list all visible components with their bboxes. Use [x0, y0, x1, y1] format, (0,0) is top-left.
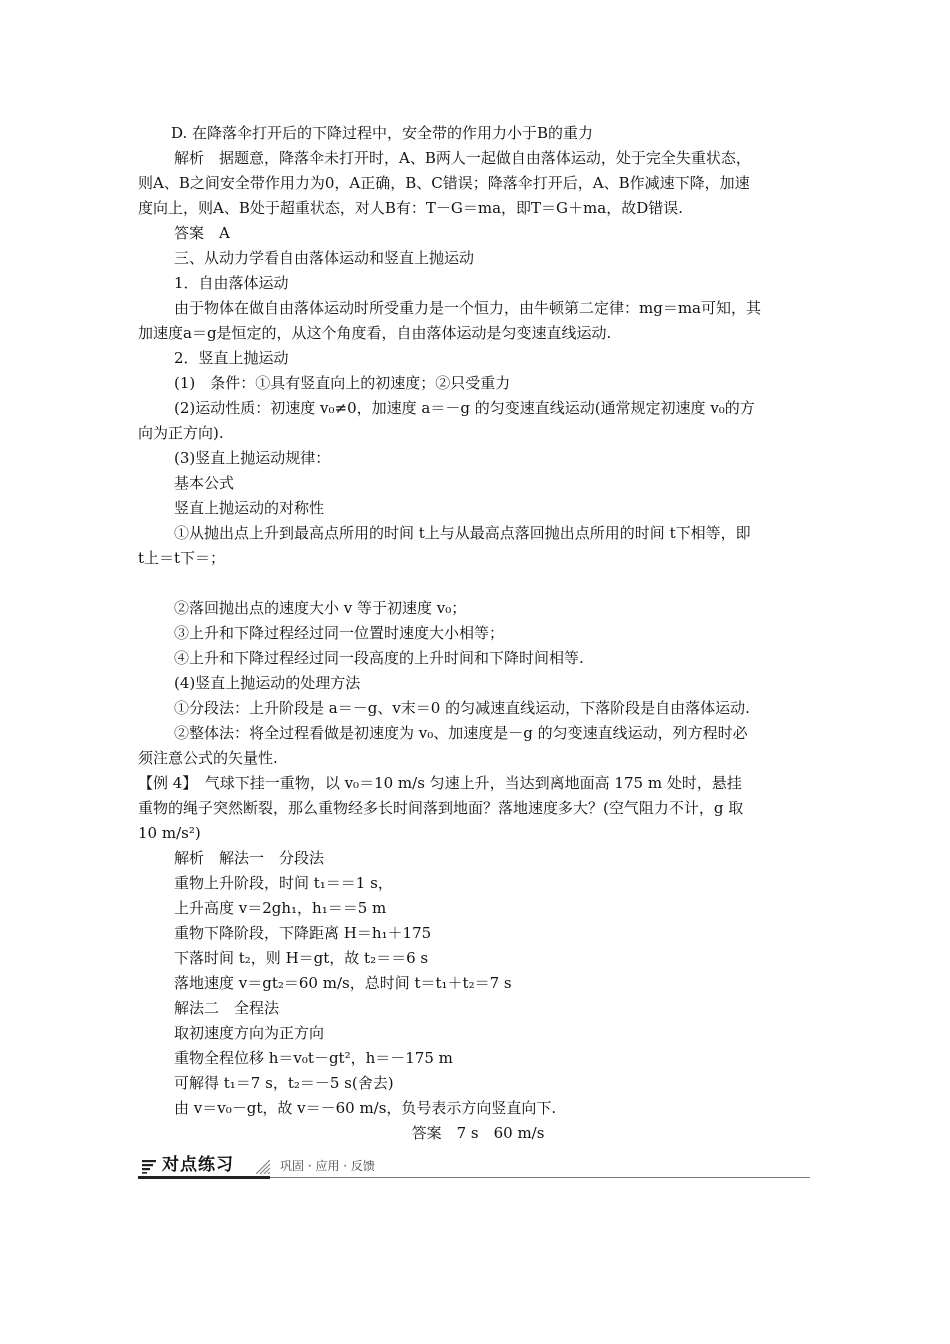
solution-heading: 解析 解法一 分段法	[174, 849, 325, 867]
symmetry-item-3: ③上升和下降过程经过同一位置时速度大小相等；	[174, 624, 505, 642]
example-4-line-2: 重物的绳子突然断裂，那么重物经多长时间落到地面？落地速度多大？(空气阻力不计，g 取	[138, 799, 744, 817]
analysis-line-3: 度向上，则A、B处于超重状态，对人B有：T－G＝ma，即T＝G＋ma，故D错误.	[138, 199, 683, 217]
solution-step-9: 由 v＝v₀－gt，故 v＝－60 m/s，负号表示方向竖直向下.	[174, 1099, 557, 1117]
option-d: D. 在降落伞打开后的下降过程中，安全带的作用力小于B的重力	[171, 124, 594, 142]
subheading-vertical-throw: 2．竖直上抛运动	[174, 349, 289, 367]
example-4-line-1: 【例 4】 气球下挂一重物，以 v₀＝10 m/s 匀速上升，当达到离地面高 175 m 处时，悬挂	[138, 774, 742, 792]
section-title: 对点练习	[162, 1155, 234, 1175]
method-whole-1: ②整体法：将全过程看做是初速度为 v₀、加速度是－g 的匀变速直线运动，列方程时必	[174, 724, 748, 742]
free-fall-text-2: 加速度a＝g是恒定的，从这个角度看，自由落体运动是匀变速直线运动.	[138, 324, 612, 342]
symmetry-item-2: ②落回抛出点的速度大小 v 等于初速度 v₀；	[174, 599, 467, 617]
analysis-line-2: 则A、B之间安全带作用力为0，A正确，B、C错误；降落伞打开后，A、B作减速下降，加速	[138, 174, 750, 192]
section-subtitle: 巩固 · 应用 · 反馈	[280, 1159, 375, 1173]
solution-step-4: 下落时间 t₂，则 H＝gt，故 t₂＝＝6 s	[174, 949, 429, 967]
motion-nature-line-2: 向为正方向).	[138, 424, 224, 442]
free-fall-text-1: 由于物体在做自由落体运动时所受重力是一个恒力，由牛顿第二定律：mg＝ma可知，其	[174, 299, 761, 317]
header-underline-thick	[138, 1176, 270, 1179]
solution-step-5: 落地速度 v＝gt₂＝60 m/s，总时间 t＝t₁＋t₂＝7 s	[174, 974, 512, 992]
solution-step-1: 重物上升阶段，时间 t₁＝＝1 s，	[174, 874, 393, 892]
section-heading-3: 三、从动力学看自由落体运动和竖直上抛运动	[174, 249, 475, 267]
answer-line: 答案 A	[174, 224, 230, 242]
method-segment: ①分段法：上升阶段是 a＝－g、v末＝0 的匀减速直线运动，下落阶段是自由落体运动.	[174, 699, 750, 717]
motion-nature-line-1: (2)运动性质：初速度 v₀≠0，加速度 a＝－g 的匀变速直线运动(通常规定初速度 v₀的方	[174, 399, 755, 417]
section-stripes-icon	[141, 1158, 157, 1174]
solution-step-7: 重物全程位移 h＝v₀t－gt²，h＝－175 m	[174, 1049, 453, 1067]
final-answer: 答案 7 s 60 m/s	[411, 1124, 545, 1142]
header-underline-thin	[270, 1177, 810, 1178]
method-heading: (4)竖直上抛运动的处理方法	[174, 674, 361, 692]
symmetry-item-4: ④上升和下降过程经过同一段高度的上升时间和下降时间相等.	[174, 649, 584, 667]
blank-gap	[138, 571, 818, 596]
laws-heading: (3)竖直上抛运动规律：	[174, 449, 331, 467]
method-whole-2: 须注意公式的矢量性.	[138, 749, 278, 767]
solution-method-2: 解法二 全程法	[174, 999, 280, 1017]
document-body	[138, 121, 818, 1146]
practice-section-header	[138, 1152, 810, 1180]
basic-formula-label: 基本公式	[174, 474, 235, 492]
solution-step-2: 上升高度 v＝2gh₁，h₁＝＝5 m	[174, 899, 387, 917]
symmetry-label: 竖直上抛运动的对称性	[174, 499, 325, 517]
solution-step-6: 取初速度方向为正方向	[174, 1024, 325, 1042]
example-4-line-3: 10 m/s²)	[138, 824, 201, 842]
symmetry-item-1b: t上＝t下＝；	[138, 549, 226, 567]
diagonal-hatch-icon	[256, 1160, 270, 1174]
solution-step-3: 重物下降阶段，下降距离 H＝h₁＋175	[174, 924, 432, 942]
symmetry-item-1a: ①从抛出点上升到最高点所用的时间 t上与从最高点落回抛出点所用的时间 t下相等，即	[174, 524, 751, 542]
analysis-line-1: 解析 据题意，降落伞未打开时，A、B两人一起做自由落体运动，处于完全失重状态，	[174, 149, 751, 167]
condition-line: (1) 条件：①具有竖直向上的初速度；②只受重力	[174, 374, 511, 392]
solution-step-8: 可解得 t₁＝7 s，t₂＝－5 s(舍去)	[174, 1074, 394, 1092]
subheading-free-fall: 1．自由落体运动	[174, 274, 289, 292]
